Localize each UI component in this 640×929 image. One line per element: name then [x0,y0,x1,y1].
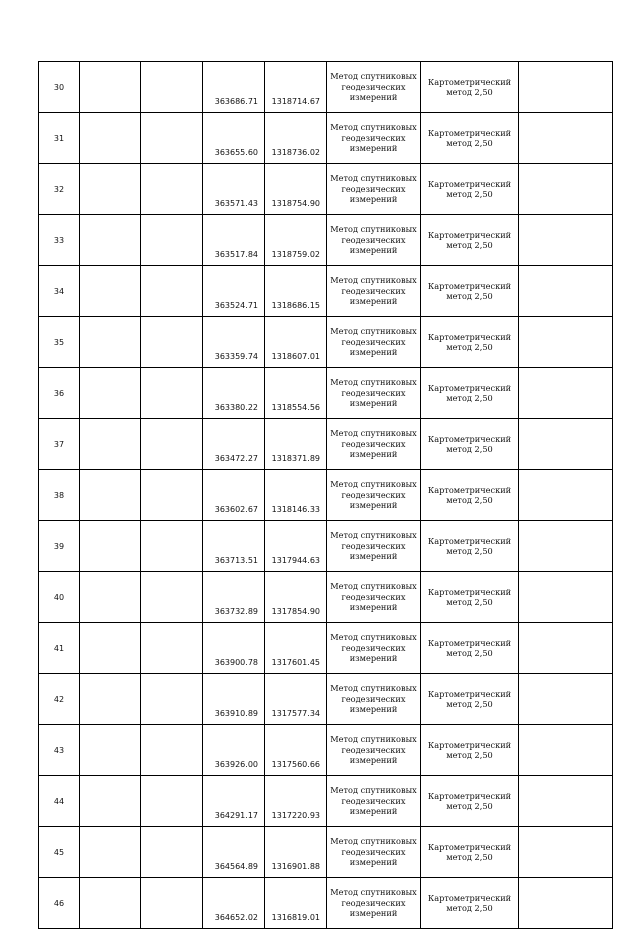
method-line: измерений [349,296,398,307]
coordinate-x: 363380.22 [203,368,265,419]
measurement-method [327,368,421,419]
empty-cell [519,725,613,776]
accuracy-line: Картометрический [427,790,512,801]
measurement-method [327,317,421,368]
method-line: измерений [349,245,398,256]
method-line: измерений [349,143,398,154]
accuracy-method [421,113,519,164]
method-line: измерений [349,92,398,103]
empty-cell [80,470,141,521]
coordinate-x: 363517.84 [203,215,265,266]
method-line: геодезических [341,81,406,92]
method-line: измерений [349,806,398,817]
method-line: геодезических [341,183,406,194]
accuracy-line: Картометрический [427,484,512,495]
empty-cell [519,368,613,419]
table-row [39,674,613,725]
accuracy-line: метод 2,50 [446,291,493,301]
method-line: геодезических [341,591,406,602]
empty-cell [519,623,613,674]
measurement-method [327,266,421,317]
table-row [39,266,613,317]
coordinate-y: 1318686.15 [265,266,327,317]
coordinates-table [38,61,613,929]
point-number: 39 [39,521,80,572]
empty-cell [141,419,203,470]
accuracy-line: метод 2,50 [446,597,493,607]
method-line: геодезических [341,540,406,551]
method-line: геодезических [341,336,406,347]
empty-cell [141,776,203,827]
measurement-method [327,164,421,215]
table-row [39,878,613,929]
accuracy-method [421,878,519,929]
method-line: измерений [349,653,398,664]
method-line: Метод спутниковых [330,530,417,541]
accuracy-method [421,62,519,113]
empty-cell [80,419,141,470]
table-row [39,419,613,470]
coordinate-x: 363359.74 [203,317,265,368]
method-line: измерений [349,398,398,409]
coordinate-y: 1318554.56 [265,368,327,419]
point-number: 46 [39,878,80,929]
empty-cell [519,62,613,113]
accuracy-line: Картометрический [427,841,512,852]
method-line: геодезических [341,285,406,296]
coordinate-x: 363732.89 [203,572,265,623]
accuracy-method [421,623,519,674]
point-number: 36 [39,368,80,419]
empty-cell [141,878,203,929]
accuracy-line: метод 2,50 [446,342,493,352]
accuracy-method [421,215,519,266]
empty-cell [519,164,613,215]
method-line: Метод спутниковых [330,173,417,184]
accuracy-line: Картометрический [427,433,512,444]
method-line: измерений [349,704,398,715]
method-line: геодезических [341,438,406,449]
accuracy-method [421,572,519,623]
coordinate-y: 1318607.01 [265,317,327,368]
method-line: геодезических [341,642,406,653]
accuracy-line: метод 2,50 [446,903,493,913]
empty-cell [80,164,141,215]
coordinate-y: 1318759.02 [265,215,327,266]
accuracy-line: метод 2,50 [446,240,493,250]
empty-cell [80,623,141,674]
coordinate-y: 1318714.67 [265,62,327,113]
method-line: Метод спутниковых [330,71,417,82]
accuracy-line: Картометрический [427,280,512,291]
empty-cell [80,674,141,725]
coordinate-x: 363524.71 [203,266,265,317]
method-line: Метод спутниковых [330,836,417,847]
method-line: Метод спутниковых [330,632,417,643]
empty-cell [519,317,613,368]
empty-cell [141,266,203,317]
accuracy-line: метод 2,50 [446,189,493,199]
coordinate-y: 1317854.90 [265,572,327,623]
point-number: 41 [39,623,80,674]
method-line: Метод спутниковых [330,734,417,745]
measurement-method [327,878,421,929]
accuracy-line: метод 2,50 [446,444,493,454]
accuracy-line: Картометрический [427,892,512,903]
point-number: 38 [39,470,80,521]
accuracy-line: Картометрический [427,229,512,240]
measurement-method [327,827,421,878]
accuracy-method [421,725,519,776]
method-line: Метод спутниковых [330,479,417,490]
method-line: измерений [349,194,398,205]
point-number: 40 [39,572,80,623]
accuracy-line: метод 2,50 [446,138,493,148]
point-number: 37 [39,419,80,470]
method-line: геодезических [341,795,406,806]
empty-cell [141,113,203,164]
coordinate-y: 1317220.93 [265,776,327,827]
point-number: 30 [39,62,80,113]
point-number: 35 [39,317,80,368]
coordinate-x: 363926.00 [203,725,265,776]
method-line: измерений [349,908,398,919]
coordinate-y: 1317944.63 [265,521,327,572]
accuracy-line: Картометрический [427,127,512,138]
empty-cell [80,725,141,776]
empty-cell [80,827,141,878]
method-line: геодезических [341,132,406,143]
table-row [39,215,613,266]
measurement-method [327,725,421,776]
measurement-method [327,470,421,521]
measurement-method [327,776,421,827]
measurement-method [327,623,421,674]
method-line: геодезических [341,897,406,908]
empty-cell [519,521,613,572]
empty-cell [80,215,141,266]
method-line: измерений [349,500,398,511]
method-line: измерений [349,755,398,766]
point-number: 32 [39,164,80,215]
empty-cell [141,470,203,521]
empty-cell [141,164,203,215]
empty-cell [80,62,141,113]
coordinate-y: 1318736.02 [265,113,327,164]
coordinate-y: 1318754.90 [265,164,327,215]
accuracy-line: метод 2,50 [446,801,493,811]
table-row [39,776,613,827]
table-row [39,62,613,113]
method-line: геодезических [341,489,406,500]
point-number: 43 [39,725,80,776]
empty-cell [519,266,613,317]
accuracy-line: метод 2,50 [446,852,493,862]
empty-cell [141,368,203,419]
table-row [39,317,613,368]
empty-cell [519,878,613,929]
coordinate-x: 364291.17 [203,776,265,827]
method-line: геодезических [341,744,406,755]
measurement-method [327,674,421,725]
measurement-method [327,62,421,113]
method-line: Метод спутниковых [330,581,417,592]
empty-cell [80,113,141,164]
table-row [39,827,613,878]
method-line: измерений [349,602,398,613]
coordinate-x: 363472.27 [203,419,265,470]
method-line: Метод спутниковых [330,428,417,439]
empty-cell [519,572,613,623]
table-row [39,623,613,674]
method-line: геодезических [341,234,406,245]
empty-cell [80,317,141,368]
accuracy-line: Картометрический [427,178,512,189]
measurement-method [327,215,421,266]
accuracy-line: Картометрический [427,535,512,546]
empty-cell [519,215,613,266]
accuracy-method [421,674,519,725]
measurement-method [327,419,421,470]
empty-cell [80,368,141,419]
coordinate-y: 1316901.88 [265,827,327,878]
method-line: геодезических [341,693,406,704]
table-row [39,572,613,623]
method-line: Метод спутниковых [330,224,417,235]
coordinate-x: 364652.02 [203,878,265,929]
accuracy-method [421,368,519,419]
accuracy-method [421,521,519,572]
method-line: измерений [349,449,398,460]
method-line: Метод спутниковых [330,887,417,898]
point-number: 31 [39,113,80,164]
empty-cell [141,572,203,623]
accuracy-line: Картометрический [427,586,512,597]
empty-cell [519,674,613,725]
accuracy-method [421,164,519,215]
table-row [39,725,613,776]
accuracy-line: Картометрический [427,637,512,648]
coordinate-x: 363910.89 [203,674,265,725]
empty-cell [80,521,141,572]
method-line: Метод спутниковых [330,377,417,388]
coordinate-y: 1316819.01 [265,878,327,929]
coordinate-y: 1317577.34 [265,674,327,725]
method-line: измерений [349,857,398,868]
table-row [39,164,613,215]
measurement-method [327,521,421,572]
method-line: Метод спутниковых [330,122,417,133]
method-line: Метод спутниковых [330,683,417,694]
coordinate-x: 363571.43 [203,164,265,215]
coordinate-x: 363900.78 [203,623,265,674]
empty-cell [519,827,613,878]
empty-cell [141,215,203,266]
empty-cell [80,878,141,929]
empty-cell [141,623,203,674]
coordinate-y: 1317601.45 [265,623,327,674]
empty-cell [519,470,613,521]
table-row [39,368,613,419]
point-number: 45 [39,827,80,878]
accuracy-line: Картометрический [427,739,512,750]
empty-cell [141,725,203,776]
accuracy-line: метод 2,50 [446,699,493,709]
empty-cell [519,419,613,470]
method-line: измерений [349,347,398,358]
table-row [39,113,613,164]
empty-cell [141,521,203,572]
empty-cell [519,776,613,827]
accuracy-line: метод 2,50 [446,750,493,760]
coordinate-y: 1318146.33 [265,470,327,521]
accuracy-line: Картометрический [427,688,512,699]
measurement-method [327,113,421,164]
accuracy-line: Картометрический [427,382,512,393]
method-line: Метод спутниковых [330,326,417,337]
point-number: 34 [39,266,80,317]
coordinate-y: 1318371.89 [265,419,327,470]
empty-cell [141,62,203,113]
accuracy-line: Картометрический [427,331,512,342]
empty-cell [80,572,141,623]
accuracy-method [421,419,519,470]
coordinate-x: 363655.60 [203,113,265,164]
method-line: измерений [349,551,398,562]
point-number: 42 [39,674,80,725]
coordinate-x: 364564.89 [203,827,265,878]
table-row [39,521,613,572]
method-line: Метод спутниковых [330,275,417,286]
point-number: 33 [39,215,80,266]
accuracy-method [421,776,519,827]
accuracy-method [421,317,519,368]
accuracy-line: метод 2,50 [446,393,493,403]
point-number: 44 [39,776,80,827]
coordinate-x: 363602.67 [203,470,265,521]
method-line: геодезических [341,387,406,398]
table-row [39,470,613,521]
table-body [39,62,613,929]
method-line: геодезических [341,846,406,857]
accuracy-method [421,470,519,521]
accuracy-method [421,827,519,878]
accuracy-line: метод 2,50 [446,648,493,658]
empty-cell [519,113,613,164]
accuracy-line: метод 2,50 [446,546,493,556]
coordinate-y: 1317560.66 [265,725,327,776]
empty-cell [141,317,203,368]
empty-cell [80,776,141,827]
empty-cell [141,827,203,878]
accuracy-line: Картометрический [427,76,512,87]
empty-cell [141,674,203,725]
coordinate-x: 363713.51 [203,521,265,572]
measurement-method [327,572,421,623]
empty-cell [80,266,141,317]
accuracy-line: метод 2,50 [446,87,493,97]
coordinate-x: 363686.71 [203,62,265,113]
method-line: Метод спутниковых [330,785,417,796]
accuracy-method [421,266,519,317]
accuracy-line: метод 2,50 [446,495,493,505]
